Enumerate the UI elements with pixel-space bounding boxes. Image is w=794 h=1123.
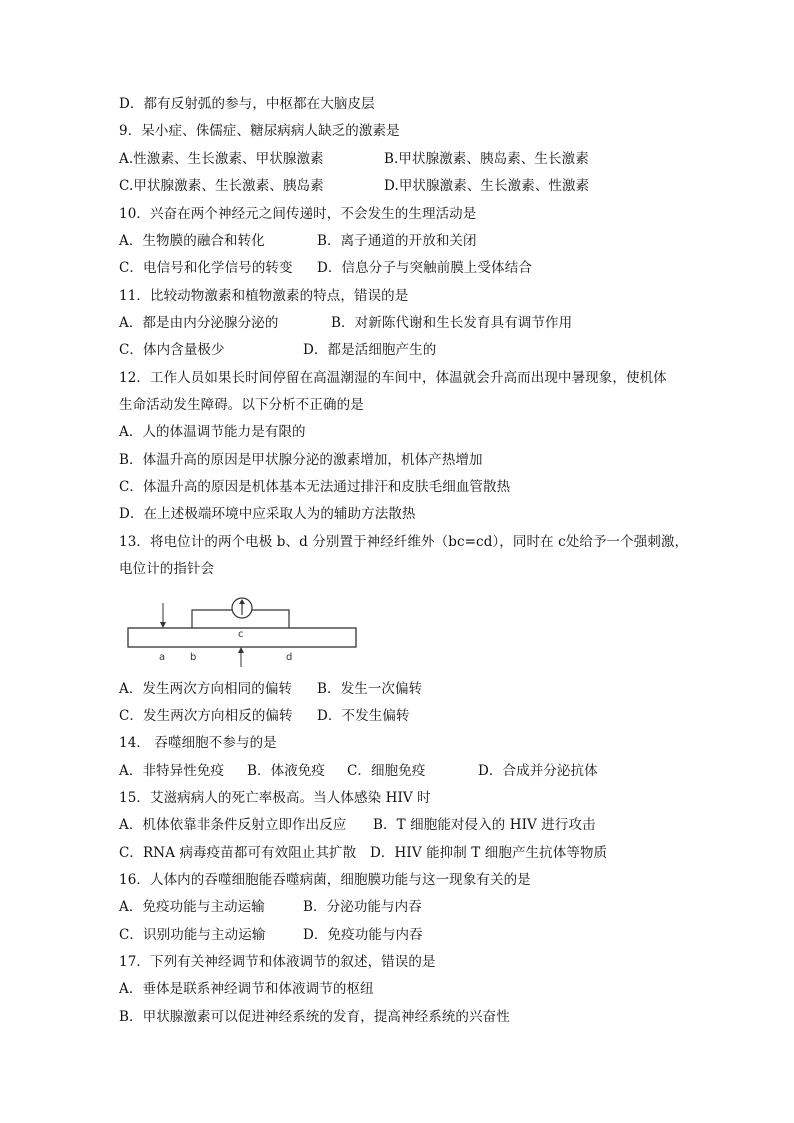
q10-option-b: B．离子通道的开放和关闭 <box>317 233 477 249</box>
stimulus-arrowhead-c <box>238 647 244 653</box>
q10-stem: 10．兴奋在两个神经元之间传递时，不会发生的生理活动是 <box>119 206 477 222</box>
stimulus-arrowhead-a <box>160 622 166 628</box>
label-c: c <box>238 629 244 640</box>
q12-option-c: C．体温升高的原因是机体基本无法通过排汗和皮肤毛细血管散热 <box>119 479 511 495</box>
q9-option-a: A.性激素、生长激素、甲状腺激素 <box>119 151 324 167</box>
q9-option-d: D.甲状腺激素、生长激素、性激素 <box>384 178 590 194</box>
q16-option-d: D．免疫功能与内吞 <box>303 927 423 943</box>
q11-option-a: A．都是由内分泌腺分泌的 <box>119 315 279 331</box>
q15-option-b: B．T 细胞能对侵入的 HIV 进行攻击 <box>373 817 596 833</box>
q17-stem: 17．下列有关神经调节和体液调节的叙述，错误的是 <box>119 954 436 970</box>
nerve-fiber-diagram <box>122 591 362 671</box>
q10-option-a: A．生物膜的融合和转化 <box>119 233 265 249</box>
q11-option-c: C．体内含量极少 <box>119 342 225 358</box>
q14-stem: 14． 吞噬细胞不参与的是 <box>119 735 277 751</box>
q11-option-d: D．都是活细胞产生的 <box>303 342 437 358</box>
q14-option-a: A．非特异性免疫 <box>119 763 225 779</box>
q9-stem: 9．呆小症、侏儒症、糖尿病病人缺乏的激素是 <box>119 123 400 139</box>
q12-stem-line1: 12．工作人员如果长时间停留在高温潮湿的车间中，体温就会升高而出现中暑现象，使机体 <box>119 370 667 386</box>
q17-option-b: B．甲状腺激素可以促进神经系统的发育，提高神经系统的兴奋性 <box>119 1009 510 1025</box>
q15-option-a: A．机体依靠非条件反射立即作出反应 <box>119 817 347 833</box>
nerve-fiber-svg <box>122 591 362 671</box>
q13-stem-line2: 电位计的指针会 <box>119 561 215 577</box>
q15-option-c: C．RNA 病毒疫苗都可有效阻止其扩散 <box>119 845 357 861</box>
q8-option-d: D．都有反射弧的参与，中枢都在大脑皮层 <box>119 96 375 112</box>
q12-stem-line2: 生命活动发生障碍。以下分析不正确的是 <box>119 397 364 413</box>
q17-option-a: A．垂体是联系神经调节和体液调节的枢纽 <box>119 981 374 997</box>
q16-option-b: B．分泌功能与内吞 <box>303 899 422 915</box>
electrode-wire-d <box>252 610 289 628</box>
q16-stem: 16．人体内的吞噬细胞能吞噬病菌，细胞膜功能与这一现象有关的是 <box>119 872 531 888</box>
q14-option-d: D．合成并分泌抗体 <box>478 763 598 779</box>
q10-option-d: D．信息分子与突触前膜上受体结合 <box>317 260 532 276</box>
q12-option-a: A．人的体温调节能力是有限的 <box>119 424 306 440</box>
q10-option-c: C．电信号和化学信号的转变 <box>119 260 293 276</box>
q15-stem: 15．艾滋病病人的死亡率极高。当人体感染 HIV 时 <box>119 790 431 806</box>
q13-option-c: C．发生两次方向相反的偏转 <box>119 708 293 724</box>
q13-stem-line1: 13．将电位计的两个电极 b、d 分别置于神经纤维外（bc=cd），同时在 c处给予一个强刺激， <box>119 534 689 550</box>
q11-stem: 11．比较动物激素和植物激素的特点，错误的是 <box>119 288 409 304</box>
label-a: a <box>159 652 166 663</box>
q13-option-a: A．发生两次方向相同的偏转 <box>119 681 293 697</box>
q12-option-d: D．在上述极端环境中应采取人为的辅助方法散热 <box>119 506 416 522</box>
label-d: d <box>286 652 293 663</box>
q9-option-c: C.甲状腺激素、生长激素、胰岛素 <box>119 178 324 194</box>
electrode-wire-b <box>192 610 232 628</box>
q16-option-a: A．免疫功能与主动运输 <box>119 899 265 915</box>
q12-option-b: B．体温升高的原因是甲状腺分泌的激素增加，机体产热增加 <box>119 452 483 468</box>
q16-option-c: C．识别功能与主动运输 <box>119 927 266 943</box>
q13-option-b: B．发生一次偏转 <box>317 681 423 697</box>
q14-option-b: B．体液免疫 <box>247 763 326 779</box>
q14-option-c: C．细胞免疫 <box>347 763 426 779</box>
label-b: b <box>190 652 197 663</box>
q15-option-d: D．HIV 能抑制 T 细胞产生抗体等物质 <box>370 845 608 861</box>
q9-option-b: B.甲状腺激素、胰岛素、生长激素 <box>384 151 589 167</box>
q11-option-b: B．对新陈代谢和生长发育具有调节作用 <box>331 315 573 331</box>
q13-option-d: D．不发生偏转 <box>317 708 410 724</box>
